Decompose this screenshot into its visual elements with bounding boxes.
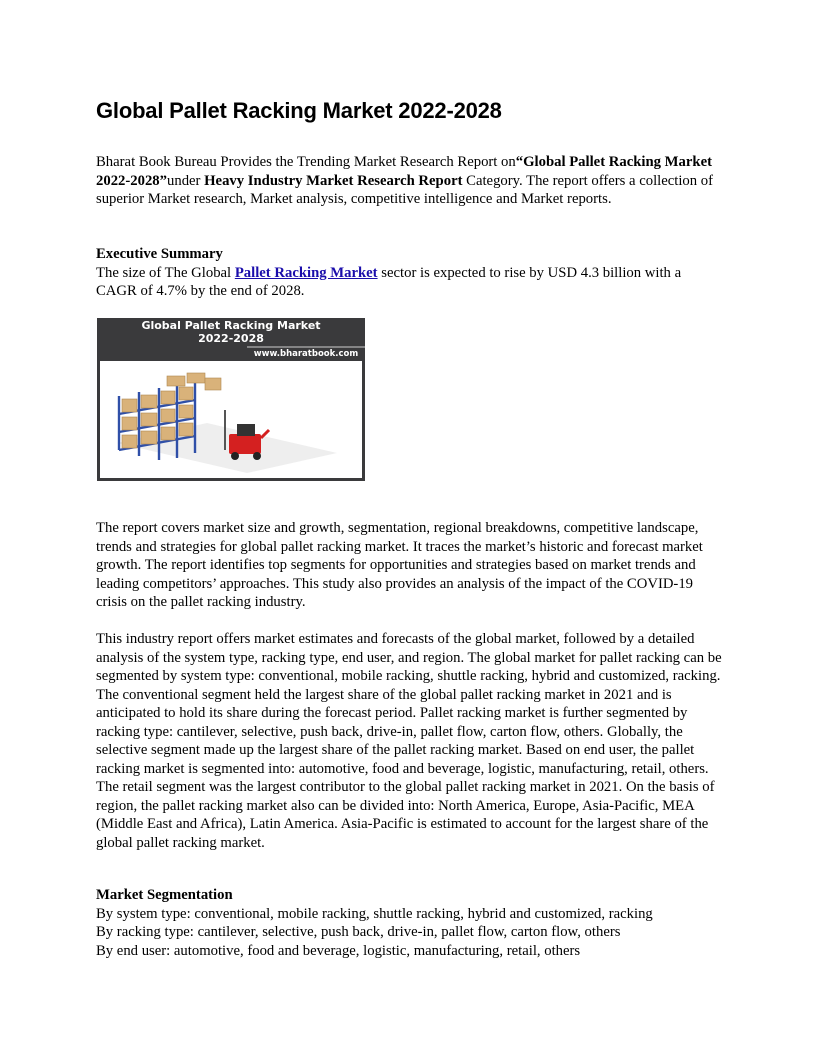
intro-report-name: “Global Pallet Racking Market 2022-2028” [96,154,712,189]
executive-summary-section [96,245,724,301]
segmentation-line: By racking type: cantilever, selective, push back, drive-in, pallet flow, carton flow, others [96,924,621,940]
page-title: Global Pallet Racking Market 2022-2028 [96,98,502,123]
image-title-line2: 2022-2028 [198,332,264,345]
market-segmentation-section [96,886,724,960]
intro-text: Category. The report offers a collection of superior Market research, Market analysis, competitive intelligence and Market reports. [96,172,714,207]
image-title-line1: Global Pallet Racking Market [141,319,321,332]
intro-text: under [167,172,205,189]
coverage-paragraph: The report covers market size and growth, segmentation, regional breakdowns, competitive landscape, trends and strategies for global pallet racking market. It traces the market’s historic and forecast market growth. The report identifies top segments for opportunities and strategies based on market trends and leading competitors’ approaches. This study also provides an analysis of the impact of the COVID-19 crisis on the pallet racking industry. [96,520,703,610]
intro-category: Heavy Industry Market Research Report [204,172,463,189]
intro-paragraph [96,153,724,209]
industry-report-paragraph: This industry report offers market estimates and forecasts of the global market, followed by a detailed analysis of the system type, racking type, end user, and region. The global market for pallet racking can be segmented by system type: conventional, mobile racking, shuttle racking, hybrid and customized, racking. The conventional segment held the largest share of the global pallet racking market in 2021 and is anticipated to hold its share during the forecast period. Pallet racking market is further segmented by racking type: cantilever, selective, push back, drive-in, pallet flow, carton flow, others. Globally, the selective segment made up the largest share of the pallet racking market. Based on end user, the pallet racking market is segmented into: automotive, food and beverage, logistic, manufacturing, retail, others. The retail segment was the largest contributor to the global pallet racking market in 2021. On the basis of region, the pallet racking market also can be divided into: North America, Europe, Asia-Pacific, MEA (Middle East and Africa), Latin America. Asia-Pacific is estimated to account for the largest share of the global pallet racking market. [96,631,722,851]
segmentation-line: By system type: conventional, mobile racking, shuttle racking, hybrid and customized, racking [96,905,653,922]
intro-text: Bharat Book Bureau Provides the Trending Market Research Report on [96,154,516,170]
executive-summary-heading: Executive Summary [96,246,223,262]
image-url: www.bharatbook.com [253,349,359,359]
executive-summary-text: The size of The Global Pallet Racking Market sector is expected to rise by USD 4.3 billion with a CAGR of 4.7% by the end of 2028. [96,264,682,299]
pallet-racking-market-link[interactable]: Pallet Racking Market [234,264,378,281]
market-segmentation-heading: Market Segmentation [96,887,233,903]
market-report-image [97,318,365,481]
segmentation-line: By end user: automotive, food and beverage, logistic, manufacturing, retail, others [96,942,581,959]
